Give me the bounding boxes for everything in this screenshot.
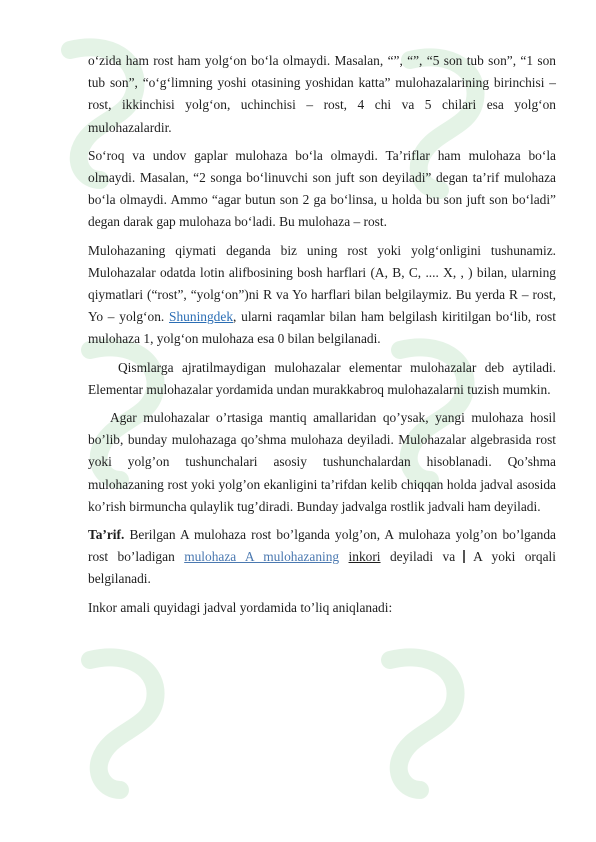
paragraph-intro: o‘zida ham rost ham yolg‘on bo‘la olmaydi. Masalan, “”, “”, “5 son tub son”, “1 son tub son”, “o‘g‘limning yoshi otasining yoshidan katta” mulohazalarining birinchisi – rost, ikkinchisi yolg‘on, uchinchisi – rost, 4 chi va 5 chilari esa yolg‘on mulohazalardir. [88,53,556,135]
definition-text-2: deyiladi va [389,549,456,565]
definition-text-3: A yoki orqali belgilanadi. [88,549,556,587]
paragraph-value-text-end: , ularni raqamlar bilan ham belgilash kiritilgan bo‘lib, rost mulohaza 1, yolg‘on mulohaza esa 0 bilan belgilanadi. [88,309,556,347]
definition-label: Ta’rif. [88,527,125,543]
definition-term: inkori [348,549,381,565]
negation-bar-symbol [463,550,465,563]
definition-text: Berilgan A mulohaza rost bo’lganda yolg’on, A mulohaza yolg’on bo’lganda rost bo’ladigan [88,527,556,565]
watermark-logo [60,640,190,800]
link-shuningdek[interactable]: Shuningdek [169,309,234,325]
watermark-logo [360,640,490,800]
paragraph-questions: So‘roq va undov gaplar mulohaza bo‘la olmaydi. Ta’riflar ham mulohaza bo‘la olmaydi. Masalan, “2 songa bo‘linuvchi son juft son deyiladi” degan ta’rif mulohaza bo‘la olmaydi. Ammo “agar butun son 2 ga bo‘linsa, u holda bu son juft son bo‘ladi” degan darak gap mulohaza bo‘ladi. Bu mulohaza – rost. [88,147,556,230]
document-body [88,50,556,625]
paragraph-compound: Agar mulohazalar o’rtasiga mantiq amallaridan qo’ysak, yangi mulohaza hosil bo’lib, bunday mulohazaga qo’shma mulohaza deyiladi. Mulohazalar algebrasida rost yoki yolg’on tushunchalari asosiy tushunchalardan hisoblanadi. Qo’shma mulohazaning rost yoki yolg’on ekanligini ta’rifdan kelib chiqqan holda jadval asosida ko’rish birmuncha qulaylik tug’diradi. Bunday jadvalga rostlik jadvali ham deyiladi. [88,410,556,514]
paragraph-elementary: Qismlarga ajratilmaydigan mulohazalar elementar mulohazalar deb aytiladi. Elementar mulohazalar yordamida undan murakkabroq mulohazalarni tuzish mumkin. [88,359,556,397]
paragraph-value [88,240,556,351]
paragraph-table-intro: Inkor amali quyidagi jadval yordamida to’liq aniqlanadi: [88,599,393,615]
paragraph-value-text: Mulohazaning qiymati deganda biz uning rost yoki yolg‘onligini tushunamiz. Mulohazalar odatda lotin alifbosining bosh harflari (A, B, C, .... X, , ) bilan, ularning qiymatlari (“rost”, “yolg‘on”)ni R va Yo harflari bilan belgilaymiz. Bu yerda R – rost, Yo – yolg‘on. [88,242,556,325]
paragraph-definition [88,524,556,591]
link-mulohaza[interactable]: mulohaza A mulohazaning [184,549,340,565]
